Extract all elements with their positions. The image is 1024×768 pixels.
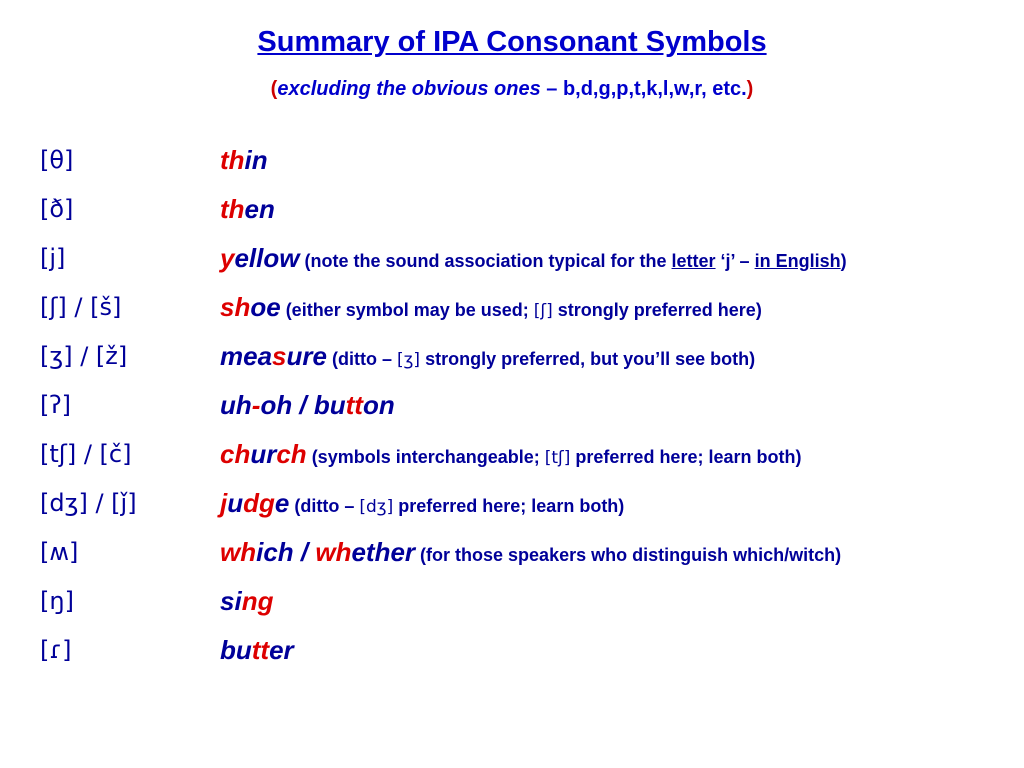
symbol-row [40, 332, 1020, 381]
ipa-symbol: [dʒ] / [ǰ] [40, 489, 137, 517]
symbol-row [40, 430, 1020, 479]
inline-ipa-symbol: [tʃ] [544, 448, 571, 468]
row-note [281, 300, 762, 320]
symbol-row [40, 479, 1020, 528]
symbol-row [40, 136, 1020, 185]
word-letters: ether [351, 537, 416, 567]
note-text: preferred here; learn both) [570, 447, 802, 467]
note-text: ) [840, 251, 847, 271]
word-letters: e [274, 488, 290, 518]
note-text: (for those speakers who distinguish which/witch) [415, 545, 842, 565]
note-text: (ditto – [289, 496, 360, 516]
highlighted-letters: y [220, 243, 235, 273]
symbol-row [40, 185, 1020, 234]
symbol-row [40, 528, 1020, 577]
symbol-list [40, 136, 1020, 675]
note-text: (ditto – [326, 349, 397, 369]
ipa-symbol: [θ] [40, 146, 74, 174]
underlined-text: in English [754, 251, 841, 271]
symbol-row [40, 577, 1020, 626]
subtitle-italic: excluding the obvious ones [277, 78, 541, 100]
row-note [289, 496, 624, 516]
row-note [415, 545, 841, 565]
highlighted-letters: j [220, 488, 228, 518]
note-text: ( [299, 251, 311, 271]
highlighted-letters: wh [315, 537, 352, 567]
ipa-symbol: [ʍ] [40, 538, 79, 566]
example-word [220, 479, 624, 532]
example-word [220, 381, 395, 430]
word-letters: ich / [256, 537, 316, 567]
inline-ipa-symbol: [dʒ] [359, 497, 394, 517]
word-letters: on [362, 390, 395, 420]
subtitle-rest: – b,d,g,p,t,k,l,w,r, etc. [540, 78, 747, 100]
symbol-row [40, 234, 1020, 283]
subtitle-close-paren: ) [746, 78, 754, 100]
word-letters: uh [220, 390, 252, 420]
example-word [220, 136, 268, 185]
example-word [220, 332, 755, 385]
word-letters: oh / bu [260, 390, 346, 420]
note-text: (either symbol may be used; [280, 300, 534, 320]
highlighted-letters: ch [276, 439, 307, 469]
highlighted-letters: th [220, 145, 245, 175]
note-text: strongly preferred here) [552, 300, 762, 320]
highlighted-letters: tt [251, 635, 270, 665]
ipa-symbol: [j] [40, 244, 66, 272]
example-word [220, 185, 275, 234]
word-letters: mea [220, 341, 273, 371]
note-text: strongly preferred, but you’ll see both) [420, 349, 756, 369]
note-text: preferred here; learn both) [393, 496, 625, 516]
example-word [220, 626, 294, 675]
note-text: ‘j’ – [715, 251, 755, 271]
word-letters: in [244, 145, 268, 175]
note-text: (symbols interchangeable; [306, 447, 545, 467]
highlighted-letters: s [272, 341, 287, 371]
word-letters: ur [250, 439, 277, 469]
example-word [220, 283, 762, 336]
word-letters: er [269, 635, 294, 665]
symbol-row [40, 626, 1020, 675]
word-letters: ure [286, 341, 327, 371]
word-letters: ellow [234, 243, 300, 273]
underlined-text: letter [671, 251, 716, 271]
word-letters: u [227, 488, 244, 518]
row-note [299, 251, 846, 271]
highlighted-letters: ch [220, 439, 251, 469]
row-note [307, 447, 802, 467]
word-letters: si [220, 586, 242, 616]
ipa-symbol: [tʃ] / [č] [40, 440, 132, 468]
highlighted-letters: tt [345, 390, 363, 420]
symbol-row [40, 283, 1020, 332]
example-word [220, 528, 841, 580]
word-letters: en [244, 194, 275, 224]
ipa-symbol: [ʃ] / [š] [40, 293, 122, 321]
highlighted-letters: wh [220, 537, 257, 567]
highlighted-letters: - [251, 390, 261, 420]
example-word [220, 577, 273, 626]
ipa-symbol: [ʔ] [40, 391, 71, 419]
highlighted-letters: sh [220, 292, 251, 322]
example-word [220, 430, 801, 483]
slide-subtitle [0, 78, 1024, 101]
inline-ipa-symbol: [ʃ] [533, 301, 553, 321]
ipa-symbol: [ɾ] [40, 636, 72, 664]
highlighted-letters: th [220, 194, 245, 224]
subtitle-open-paren: ( [270, 78, 278, 100]
example-word [220, 234, 847, 286]
slide-title: Summary of IPA Consonant Symbols [257, 26, 767, 58]
word-letters: bu [220, 635, 252, 665]
highlighted-letters: dg [243, 488, 275, 518]
word-letters: oe [250, 292, 281, 322]
inline-ipa-symbol: [ʒ] [396, 350, 421, 370]
ipa-symbol: [ŋ] [40, 587, 74, 615]
highlighted-letters: ng [241, 586, 274, 616]
symbol-row [40, 381, 1020, 430]
note-text: note the sound association typical for the [310, 251, 672, 271]
row-note [327, 349, 755, 369]
ipa-symbol: [ʒ] / [ž] [40, 342, 128, 370]
ipa-symbol: [ð] [40, 195, 74, 223]
